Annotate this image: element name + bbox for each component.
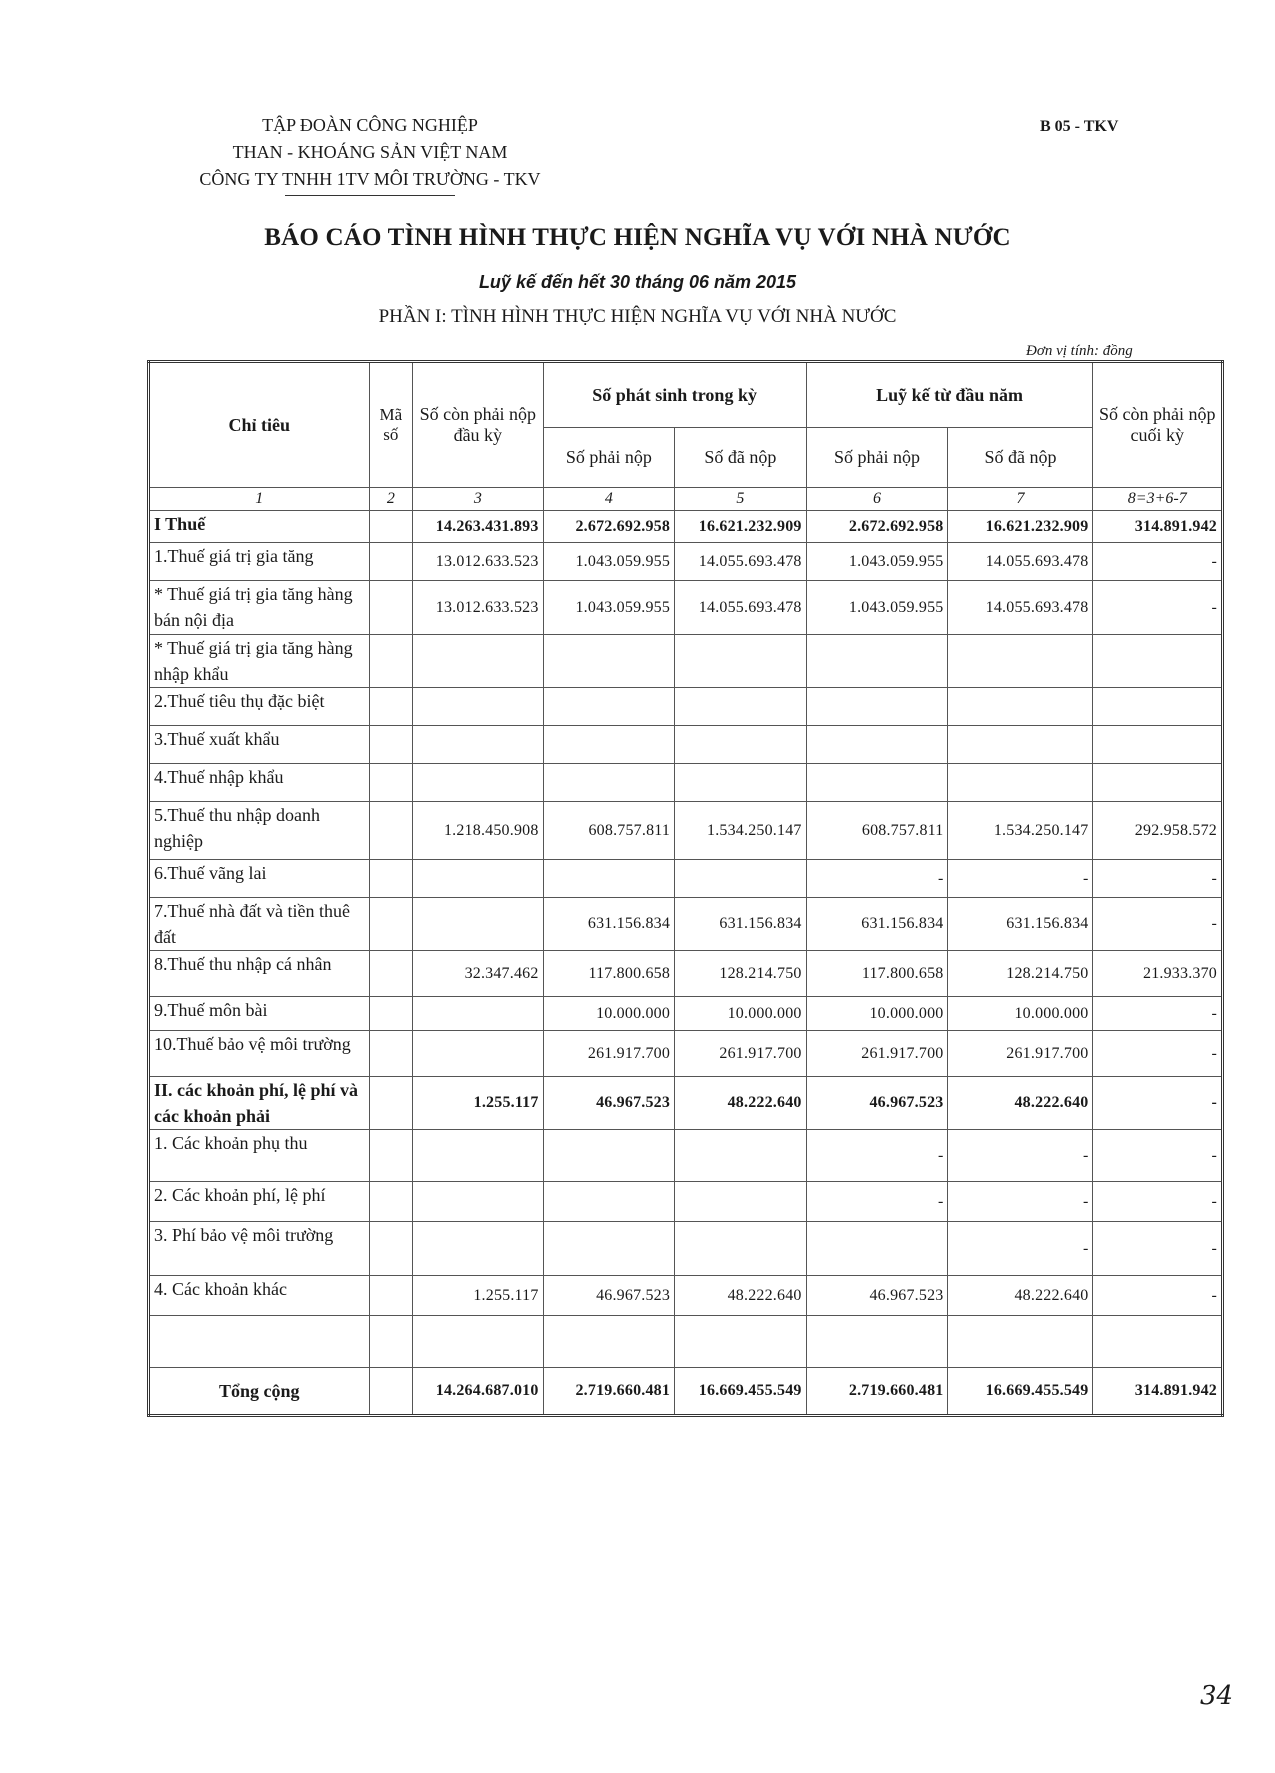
cell-c5: 261.917.700: [675, 1031, 807, 1077]
cell-c5: 1.534.250.147: [675, 802, 807, 860]
cell-c6: [806, 726, 948, 764]
form-code: B 05 - TKV: [1040, 118, 1119, 135]
header-cumulative-payable: Số phải nộp: [806, 428, 948, 488]
page-number: 34: [1200, 1681, 1234, 1711]
cell-c4: 2.719.660.481: [543, 1368, 675, 1416]
cell-c5: [675, 1222, 807, 1276]
cell-ma: [369, 997, 412, 1031]
cell-ma: [369, 1130, 412, 1182]
org-line-3: CÔNG TY TNHH 1TV MÔI TRƯỜNG - TKV: [199, 169, 541, 189]
row-label: 1. Các khoản phụ thu: [149, 1130, 370, 1182]
cell-c4: [543, 688, 675, 726]
row-label: 2. Các khoản phí, lệ phí: [149, 1182, 370, 1222]
table-row: [149, 1031, 1223, 1077]
cell-c4: 117.800.658: [543, 951, 675, 997]
row-label: 6.Thuế vãng lai: [149, 860, 370, 898]
header-arising-paid: Số đã nộp: [675, 428, 807, 488]
row-label: [149, 1316, 370, 1368]
cell-c7: 16.669.455.549: [948, 1368, 1093, 1416]
report-title: BÁO CÁO TÌNH HÌNH THỰC HIỆN NGHĨA VỤ VỚI NHÀ NƯỚC: [264, 224, 1011, 251]
cell-c5: [675, 635, 807, 688]
cell-c7: [948, 726, 1093, 764]
cell-c4: 46.967.523: [543, 1077, 675, 1130]
obligation-table: [147, 360, 1224, 1417]
cell-c8: [1093, 764, 1223, 802]
cell-c5: 48.222.640: [675, 1276, 807, 1316]
cell-c8: -: [1093, 1031, 1223, 1077]
table-row: [149, 1130, 1223, 1182]
cell-c4: [543, 1182, 675, 1222]
cell-c8: -: [1093, 543, 1223, 581]
cell-c8: -: [1093, 1130, 1223, 1182]
cell-c5: [675, 1182, 807, 1222]
table-row: [149, 688, 1223, 726]
table-row: [149, 860, 1223, 898]
cell-c8: [1093, 726, 1223, 764]
cell-c3: [413, 1316, 543, 1368]
cell-c6: [806, 635, 948, 688]
cell-c6: 2.672.692.958: [806, 511, 948, 543]
table-row: [149, 635, 1223, 688]
cell-c5: [675, 726, 807, 764]
cell-c7: 261.917.700: [948, 1031, 1093, 1077]
cell-c4: 608.757.811: [543, 802, 675, 860]
cell-c7: [948, 688, 1093, 726]
col-number: 8=3+6-7: [1093, 488, 1223, 511]
cell-c7: [948, 764, 1093, 802]
cell-c8: -: [1093, 1182, 1223, 1222]
cell-c8: 21.933.370: [1093, 951, 1223, 997]
cell-ma: [369, 1031, 412, 1077]
cell-c7: 14.055.693.478: [948, 543, 1093, 581]
cell-c8: -: [1093, 898, 1223, 951]
cell-ma: [369, 764, 412, 802]
cell-ma: [369, 635, 412, 688]
col-number: 6: [806, 488, 948, 511]
header-chi-tieu: Chỉ tiêu: [149, 362, 370, 488]
cell-c4: [543, 1316, 675, 1368]
cell-c8: [1093, 688, 1223, 726]
table-row: [149, 802, 1223, 860]
cell-c8: 314.891.942: [1093, 511, 1223, 543]
cell-c3: [413, 635, 543, 688]
cell-c8: -: [1093, 1276, 1223, 1316]
row-label: 5.Thuế thu nhập doanh nghiệp: [149, 802, 370, 860]
cell-c8: -: [1093, 997, 1223, 1031]
cell-c6: 608.757.811: [806, 802, 948, 860]
cell-c7: 631.156.834: [948, 898, 1093, 951]
cell-c8: [1093, 1316, 1223, 1368]
header-cumulative-paid: Số đã nộp: [948, 428, 1093, 488]
cell-c5: [675, 764, 807, 802]
row-label: 7.Thuế nhà đất và tiền thuê đất: [149, 898, 370, 951]
cell-ma: [369, 1368, 412, 1416]
table-row: [149, 951, 1223, 997]
cell-c5: 10.000.000: [675, 997, 807, 1031]
cell-c7: 48.222.640: [948, 1077, 1093, 1130]
row-label: 10.Thuế bảo vệ môi trường: [149, 1031, 370, 1077]
row-label: 3.Thuế xuất khẩu: [149, 726, 370, 764]
cell-c6: 1.043.059.955: [806, 581, 948, 635]
cell-ma: [369, 1276, 412, 1316]
cell-c7: [948, 1316, 1093, 1368]
table-body: [149, 511, 1223, 1416]
cell-c3: [413, 860, 543, 898]
cell-c4: [543, 1222, 675, 1276]
table-row: [149, 1316, 1223, 1368]
org-line-2: THAN - KHOÁNG SẢN VIỆT NAM: [232, 142, 508, 162]
cell-ma: [369, 726, 412, 764]
cell-c8: 292.958.572: [1093, 802, 1223, 860]
cell-c3: [413, 688, 543, 726]
cell-c4: [543, 726, 675, 764]
col-number: 3: [413, 488, 543, 511]
row-label: 1.Thuế giá trị gia tăng: [149, 543, 370, 581]
header-arising-payable: Số phải nộp: [543, 428, 675, 488]
row-label: II. các khoản phí, lệ phí và các khoản phải: [149, 1077, 370, 1130]
cell-c6: -: [806, 1182, 948, 1222]
cell-ma: [369, 860, 412, 898]
cell-ma: [369, 1077, 412, 1130]
row-label: 2.Thuế tiêu thụ đặc biệt: [149, 688, 370, 726]
cell-c3: 1.255.117: [413, 1077, 543, 1130]
cell-c7: 48.222.640: [948, 1276, 1093, 1316]
col-number: 2: [369, 488, 412, 511]
cell-c7: 14.055.693.478: [948, 581, 1093, 635]
cell-c5: 16.669.455.549: [675, 1368, 807, 1416]
cell-ma: [369, 951, 412, 997]
cell-c4: [543, 1130, 675, 1182]
cell-c5: [675, 1316, 807, 1368]
table-row: [149, 1368, 1223, 1416]
table-row: [149, 1276, 1223, 1316]
table-row: [149, 997, 1223, 1031]
row-label: Tổng cộng: [149, 1368, 370, 1416]
header-ma-so: Mã số: [369, 362, 412, 488]
cell-c3: [413, 898, 543, 951]
table-row: [149, 543, 1223, 581]
org-line-1: TẬP ĐOÀN CÔNG NGHIỆP: [262, 115, 478, 135]
cell-c5: [675, 860, 807, 898]
cell-c4: 2.672.692.958: [543, 511, 675, 543]
cell-c7: 128.214.750: [948, 951, 1093, 997]
cell-c3: 14.263.431.893: [413, 511, 543, 543]
col-number: 7: [948, 488, 1093, 511]
cell-c7: -: [948, 1182, 1093, 1222]
cell-c4: 631.156.834: [543, 898, 675, 951]
cell-c6: 2.719.660.481: [806, 1368, 948, 1416]
cell-c3: 32.347.462: [413, 951, 543, 997]
cell-c5: 14.055.693.478: [675, 581, 807, 635]
col-number: 5: [675, 488, 807, 511]
cell-c3: [413, 1031, 543, 1077]
cell-c7: -: [948, 1222, 1093, 1276]
cell-c6: 1.043.059.955: [806, 543, 948, 581]
header-closing-balance: Số còn phải nộp cuối kỳ: [1093, 362, 1223, 488]
cell-c8: -: [1093, 581, 1223, 635]
table-row: [149, 1222, 1223, 1276]
cell-c3: 13.012.633.523: [413, 543, 543, 581]
cell-c7: 16.621.232.909: [948, 511, 1093, 543]
cell-c3: 14.264.687.010: [413, 1368, 543, 1416]
cell-c3: [413, 997, 543, 1031]
cell-c6: 46.967.523: [806, 1276, 948, 1316]
cell-c6: -: [806, 1130, 948, 1182]
header-cumulative: Luỹ kế từ đầu năm: [806, 362, 1093, 428]
table-row: [149, 511, 1223, 543]
cell-ma: [369, 1222, 412, 1276]
cell-c4: 1.043.059.955: [543, 543, 675, 581]
col-number: 1: [149, 488, 370, 511]
cell-c3: 13.012.633.523: [413, 581, 543, 635]
table-row: [149, 898, 1223, 951]
cell-c4: [543, 860, 675, 898]
cell-c6: [806, 1222, 948, 1276]
cell-c4: [543, 764, 675, 802]
header-opening-balance: Số còn phải nộp đầu kỳ: [413, 362, 543, 488]
row-label: 4.Thuế nhập khẩu: [149, 764, 370, 802]
cell-c3: 1.255.117: [413, 1276, 543, 1316]
cell-c5: [675, 688, 807, 726]
cell-c6: 117.800.658: [806, 951, 948, 997]
row-label: * Thuế giá trị gia tăng hàng nhập khẩu: [149, 635, 370, 688]
cell-c4: [543, 635, 675, 688]
cell-c8: [1093, 635, 1223, 688]
table-row: [149, 1182, 1223, 1222]
cell-ma: [369, 511, 412, 543]
table-row: [149, 764, 1223, 802]
cell-c5: 128.214.750: [675, 951, 807, 997]
column-number-row: [149, 488, 1223, 511]
cell-ma: [369, 688, 412, 726]
cell-c8: -: [1093, 860, 1223, 898]
cell-ma: [369, 1316, 412, 1368]
cell-c3: [413, 726, 543, 764]
cell-c6: [806, 688, 948, 726]
cell-ma: [369, 898, 412, 951]
cell-c7: -: [948, 1130, 1093, 1182]
cell-c3: [413, 1182, 543, 1222]
cell-c6: 46.967.523: [806, 1077, 948, 1130]
row-label: I Thuế: [149, 511, 370, 543]
cell-c3: 1.218.450.908: [413, 802, 543, 860]
row-label: 8.Thuế thu nhập cá nhân: [149, 951, 370, 997]
cell-c8: 314.891.942: [1093, 1368, 1223, 1416]
org-underline: [285, 195, 455, 196]
cell-c4: 10.000.000: [543, 997, 675, 1031]
cell-c5: 631.156.834: [675, 898, 807, 951]
cell-c8: -: [1093, 1077, 1223, 1130]
unit-label: Đơn vị tính: đồng: [1026, 343, 1133, 359]
cell-ma: [369, 543, 412, 581]
cell-c6: [806, 1316, 948, 1368]
cell-c7: 10.000.000: [948, 997, 1093, 1031]
cell-c4: 261.917.700: [543, 1031, 675, 1077]
cell-c4: 1.043.059.955: [543, 581, 675, 635]
row-label: 9.Thuế môn bài: [149, 997, 370, 1031]
organization-header: [160, 112, 580, 196]
cell-ma: [369, 581, 412, 635]
cell-c6: [806, 764, 948, 802]
cell-c7: [948, 635, 1093, 688]
cell-c6: 10.000.000: [806, 997, 948, 1031]
cell-c5: 14.055.693.478: [675, 543, 807, 581]
header-arising: Số phát sinh trong kỳ: [543, 362, 806, 428]
cell-c6: 261.917.700: [806, 1031, 948, 1077]
cell-ma: [369, 1182, 412, 1222]
row-label: * Thuế giá trị gia tăng hàng bán nội địa: [149, 581, 370, 635]
cell-c8: -: [1093, 1222, 1223, 1276]
cell-c5: 48.222.640: [675, 1077, 807, 1130]
row-label: 3. Phí bảo vệ môi trường: [149, 1222, 370, 1276]
cell-c4: 46.967.523: [543, 1276, 675, 1316]
cell-c6: -: [806, 860, 948, 898]
table-row: [149, 581, 1223, 635]
row-label: 4. Các khoản khác: [149, 1276, 370, 1316]
cell-c7: 1.534.250.147: [948, 802, 1093, 860]
part-title: PHẦN I: TÌNH HÌNH THỰC HIỆN NGHĨA VỤ VỚI NHÀ NƯỚC: [378, 306, 897, 327]
cell-ma: [369, 802, 412, 860]
col-number: 4: [543, 488, 675, 511]
table-row: [149, 726, 1223, 764]
table-row: [149, 1077, 1223, 1130]
cell-c6: 631.156.834: [806, 898, 948, 951]
cell-c5: [675, 1130, 807, 1182]
cell-c5: 16.621.232.909: [675, 511, 807, 543]
cell-c3: [413, 1130, 543, 1182]
cell-c3: [413, 764, 543, 802]
cell-c7: -: [948, 860, 1093, 898]
cell-c3: [413, 1222, 543, 1276]
report-subtitle: Luỹ kế đến hết 30 tháng 06 năm 2015: [478, 272, 797, 292]
